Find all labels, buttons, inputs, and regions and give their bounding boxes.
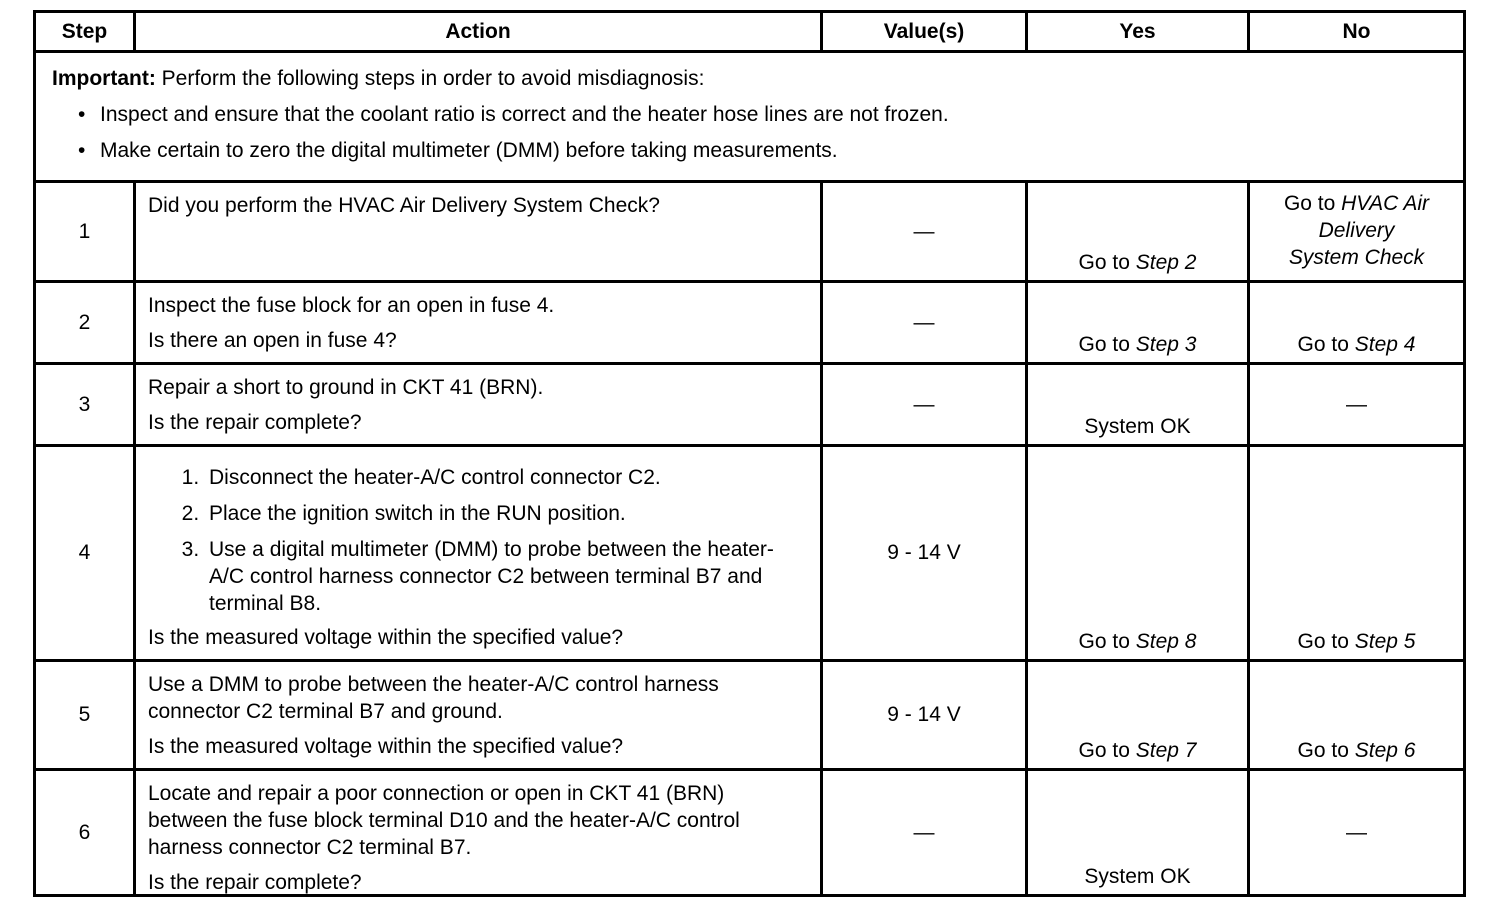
table-row bbox=[36, 183, 1463, 283]
step-reference: Step 3 bbox=[1135, 333, 1197, 356]
bullet-item: • Inspect and ensure that the coolant ratio is correct and the heater hose lines are not frozen. bbox=[100, 97, 1453, 133]
yes-cell bbox=[1028, 447, 1250, 659]
step-reference: Step 4 bbox=[1354, 333, 1416, 356]
action-question: Is the measured voltage within the specified value? bbox=[148, 735, 624, 758]
step-number: 3 bbox=[36, 365, 136, 444]
header-no: No bbox=[1342, 20, 1371, 43]
value-cell: — bbox=[823, 183, 1028, 280]
important-note bbox=[52, 61, 1453, 169]
header-values: Value(s) bbox=[823, 13, 1028, 50]
action-cell bbox=[136, 365, 823, 444]
no-cell: — bbox=[1346, 392, 1367, 416]
header-step: Step bbox=[36, 13, 136, 50]
go-to-text: Go to bbox=[1078, 251, 1136, 274]
list-item: 1. Disconnect the heater-A/C control connector C2. bbox=[205, 464, 808, 491]
diagnostic-table bbox=[33, 10, 1466, 897]
action-text: Locate and repair a poor connection or open in CKT 41 (BRN) between the fuse block terminal D10 and the heater-A/C control harness connector C2 terminal B7. bbox=[148, 782, 740, 859]
no-cell bbox=[1250, 283, 1463, 362]
important-note-row bbox=[36, 53, 1463, 183]
action-cell bbox=[136, 771, 823, 894]
go-to-text: Go to bbox=[1078, 739, 1136, 762]
value-cell: — bbox=[823, 283, 1028, 362]
action-question: Is the repair complete? bbox=[148, 871, 362, 894]
action-question: Is the repair complete? bbox=[148, 411, 362, 434]
table-row bbox=[36, 662, 1463, 771]
step-reference: Step 7 bbox=[1135, 739, 1197, 762]
no-cell bbox=[1250, 662, 1463, 768]
important-text: Perform the following steps in order to avoid misdiagnosis: bbox=[155, 67, 705, 90]
table-header-row bbox=[36, 13, 1463, 53]
table-row bbox=[36, 283, 1463, 365]
action-question: Is there an open in fuse 4? bbox=[148, 329, 397, 352]
no-cell bbox=[1250, 183, 1463, 280]
action-question: Is the measured voltage within the specified value? bbox=[148, 626, 624, 649]
important-bullets bbox=[52, 97, 1453, 169]
value-cell: 9 - 14 V bbox=[823, 662, 1028, 768]
bullet-item: • Make certain to zero the digital multimeter (DMM) before taking measurements. bbox=[100, 133, 1453, 169]
action-text: Inspect the fuse block for an open in fuse 4. bbox=[148, 294, 555, 317]
procedure-reference: HVAC Air bbox=[1341, 192, 1430, 215]
table-row bbox=[36, 365, 1463, 447]
step-reference: Step 8 bbox=[1135, 630, 1197, 653]
yes-cell bbox=[1028, 662, 1250, 768]
procedure-reference: Delivery bbox=[1318, 219, 1395, 242]
yes-cell: System OK bbox=[1028, 365, 1250, 444]
action-cell bbox=[136, 662, 823, 768]
value-cell: 9 - 14 V bbox=[823, 447, 1028, 659]
step-reference: Step 5 bbox=[1354, 630, 1416, 653]
value-cell: — bbox=[823, 365, 1028, 444]
go-to-text: Go to bbox=[1078, 630, 1136, 653]
header-action: Action bbox=[136, 13, 823, 50]
procedure-list bbox=[148, 464, 808, 617]
go-to-text: Go to bbox=[1078, 333, 1136, 356]
no-cell: — bbox=[1346, 820, 1367, 844]
go-to-text: Go to bbox=[1297, 739, 1355, 762]
go-to-text: Go to bbox=[1283, 192, 1342, 215]
step-number: 5 bbox=[36, 662, 136, 768]
no-cell bbox=[1250, 447, 1463, 659]
list-item: 3. Use a digital multimeter (DMM) to probe between the heater-A/C control harness connector C2 between terminal B7 and terminal B8. bbox=[205, 536, 808, 617]
step-reference: Step 6 bbox=[1354, 739, 1416, 762]
action-cell bbox=[136, 283, 823, 362]
procedure-reference: System Check bbox=[1288, 246, 1425, 269]
yes-cell bbox=[1028, 283, 1250, 362]
action-text: Use a DMM to probe between the heater-A/C control harness connector C2 terminal B7 and ground. bbox=[148, 673, 719, 723]
go-to-text: Go to bbox=[1297, 333, 1355, 356]
yes-cell: System OK bbox=[1028, 771, 1250, 894]
step-number: 4 bbox=[36, 447, 136, 659]
table-row bbox=[36, 771, 1463, 894]
action-text: Repair a short to ground in CKT 41 (BRN). bbox=[148, 376, 544, 399]
action-cell bbox=[136, 447, 823, 659]
go-to-text: Go to bbox=[1297, 630, 1355, 653]
table-row bbox=[36, 447, 1463, 662]
list-item: 2. Place the ignition switch in the RUN position. bbox=[205, 500, 808, 527]
step-number: 1 bbox=[36, 183, 136, 280]
step-number: 6 bbox=[36, 771, 136, 894]
action-text: Did you perform the HVAC Air Delivery System Check? bbox=[148, 194, 660, 217]
value-cell: — bbox=[823, 771, 1028, 894]
action-cell bbox=[136, 183, 823, 280]
step-reference: Step 2 bbox=[1135, 251, 1197, 274]
yes-cell bbox=[1028, 183, 1250, 280]
header-yes: Yes bbox=[1028, 13, 1250, 50]
step-number: 2 bbox=[36, 283, 136, 362]
important-label: Important: bbox=[52, 67, 156, 90]
